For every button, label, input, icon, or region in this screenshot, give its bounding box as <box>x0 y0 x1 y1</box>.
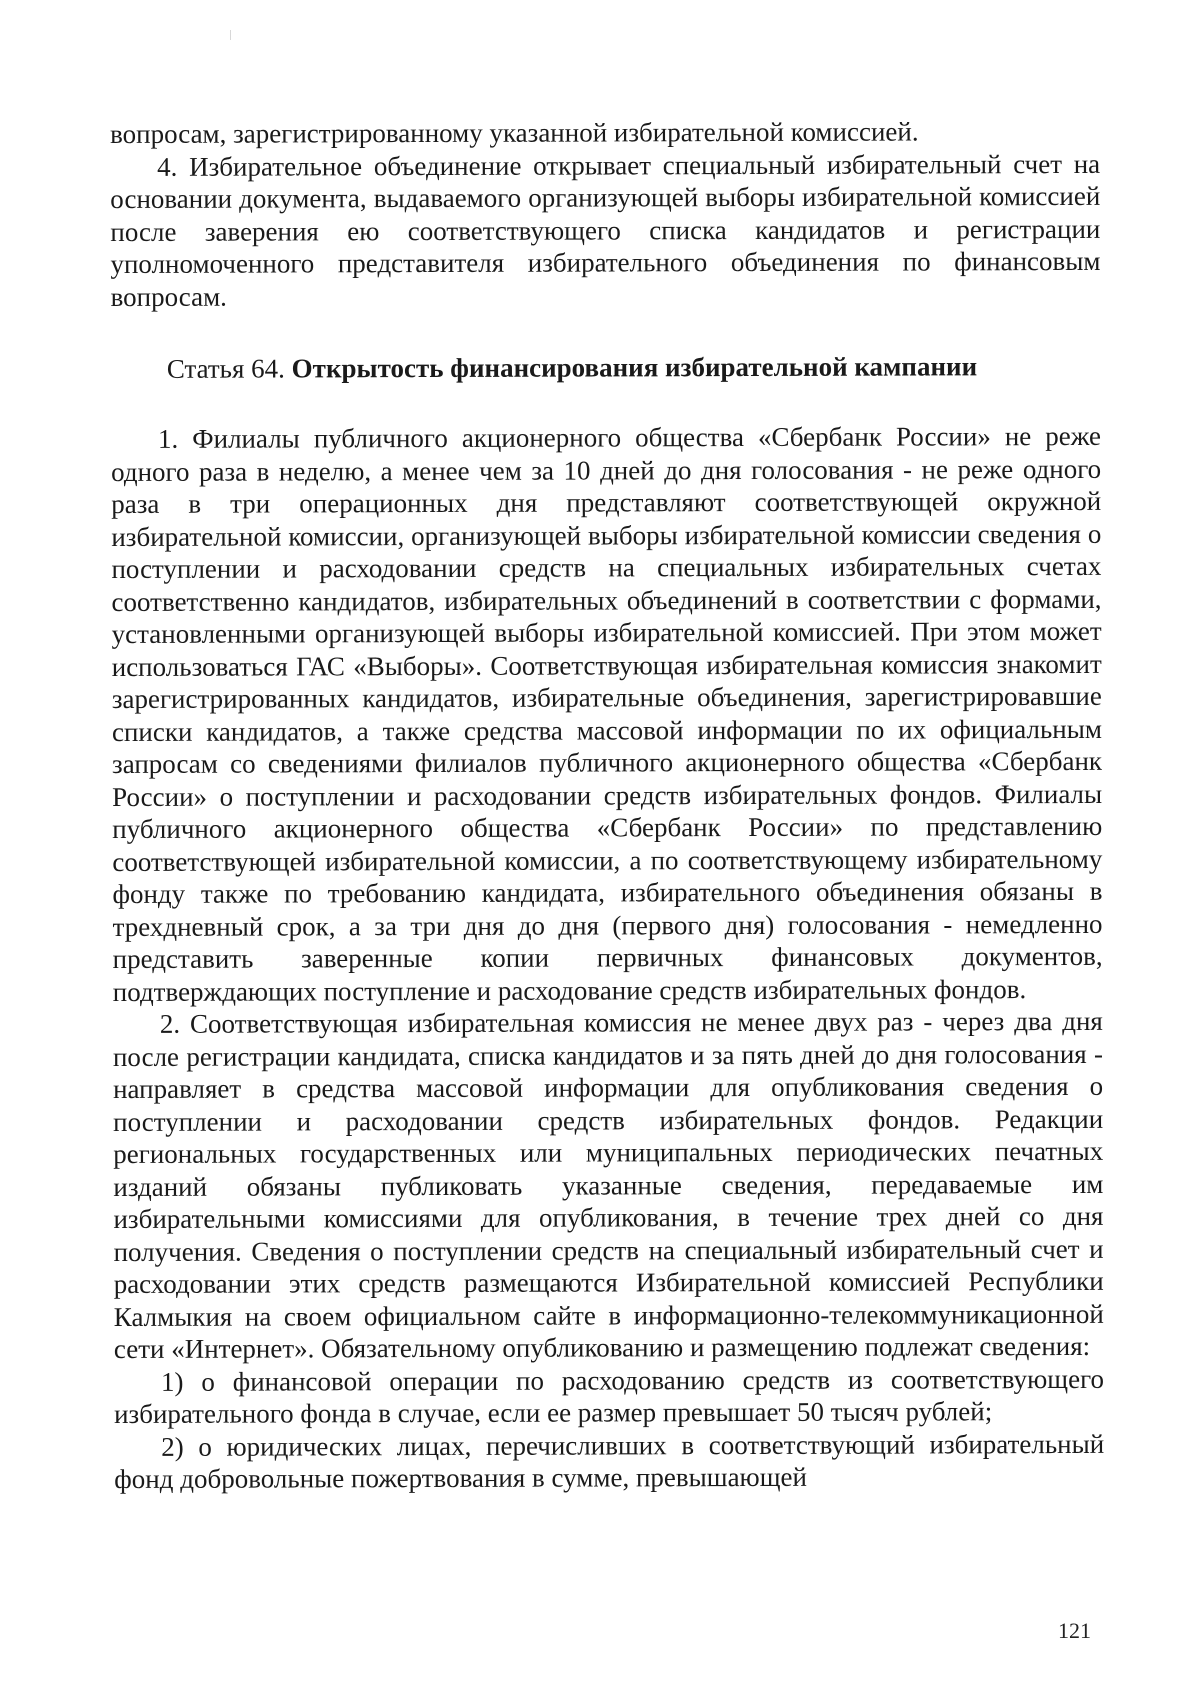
scan-artifact <box>230 30 231 40</box>
document-page <box>110 115 1104 1496</box>
article-title: Открытость финансирования избирательной кампании <box>291 351 978 384</box>
paragraph-subitem-2: 2) о юридических лицах, перечисливших в соответствующий избирательный фонд добровольные пожертвования в сумме, превышающей <box>114 1428 1105 1494</box>
paragraph-item-1: 1. Филиалы публичного акционерного общества «Сбербанк России» не реже одного раза в неделю, а менее чем за 10 дней до дня голосования - не реже одного раза в три операционных дня представляют соответствующей окружной избирательной комиссии, организующей выборы избирательной комиссии сведения о поступлении и расходовании средств на специальных избирательных счетах соответственно кандидатов, избирательных объединений в соответствии с формами, установленными организующей выборы избирательной комиссией. При этом может использоваться ГАС «Выборы». Соответствующая избирательная комиссия знакомит зарегистрированных кандидатов, избирательные объединения, зарегистрировавшие списки кандидатов, а также средства массовой информации по их официальным запросам со сведениями филиалов публичного акционерного общества «Сбербанк России» о поступлении и расходовании средств избирательных фондов. Филиалы публичного акционерного общества «Сбербанк России» по представлению соответствующей избирательной комиссии, а по соответствующему избирательному фонду также по требованию кандидата, избирательного объединения обязаны в трехдневный срок, а за три дня до дня (первого дня) голосования - немедленно представить заверенные копии первичных финансовых документов, подтверждающих поступление и расходование средств избирательных фондов. <box>111 420 1103 1007</box>
paragraph-item-2: 2. Соответствующая избирательная комиссия не менее двух раз - через два дня после регистрации кандидата, списка кандидатов и за пять дней до дня голосования - направляет в средства массовой информации для опубликования сведения о поступлении и расходовании средств избирательных фондов. Редакции региональных государственных или муниципальных периодических печатных изданий обязаны публиковать указанные сведения, передаваемые им избирательными комиссиями для опубликования, в течение трех дней со дня получения. Сведения о поступлении средств на специальный избирательный счет и расходовании этих средств размещаются Избирательной комиссией Республики Калмыкия на своем официальном сайте в информационно-телекоммуникационной сети «Интернет». Обязательному опубликованию и размещению подлежат сведения: <box>112 1005 1104 1364</box>
article-heading <box>111 350 1101 385</box>
article-number: Статья 64. <box>166 353 292 384</box>
page-number: 121 <box>1058 1618 1091 1643</box>
paragraph-continuation: вопросам, зарегистрированному указанной избирательной комиссией. <box>110 116 919 149</box>
paragraph-subitem-1: 1) о финансовой операции по расходованию средств из соответствующего избирательного фонда в случае, если ее размер превышает 50 тысяч рублей; <box>114 1363 1105 1429</box>
paragraph-item-4: 4. Избирательное объединение открывает специальный избирательный счет на основании документа, выдаваемого организующей выборы избирательной комиссией после заверения ею соответствующего списка кандидатов и регистрации уполномоченного представителя избирательного объединения по финансовым вопросам. <box>110 148 1101 312</box>
